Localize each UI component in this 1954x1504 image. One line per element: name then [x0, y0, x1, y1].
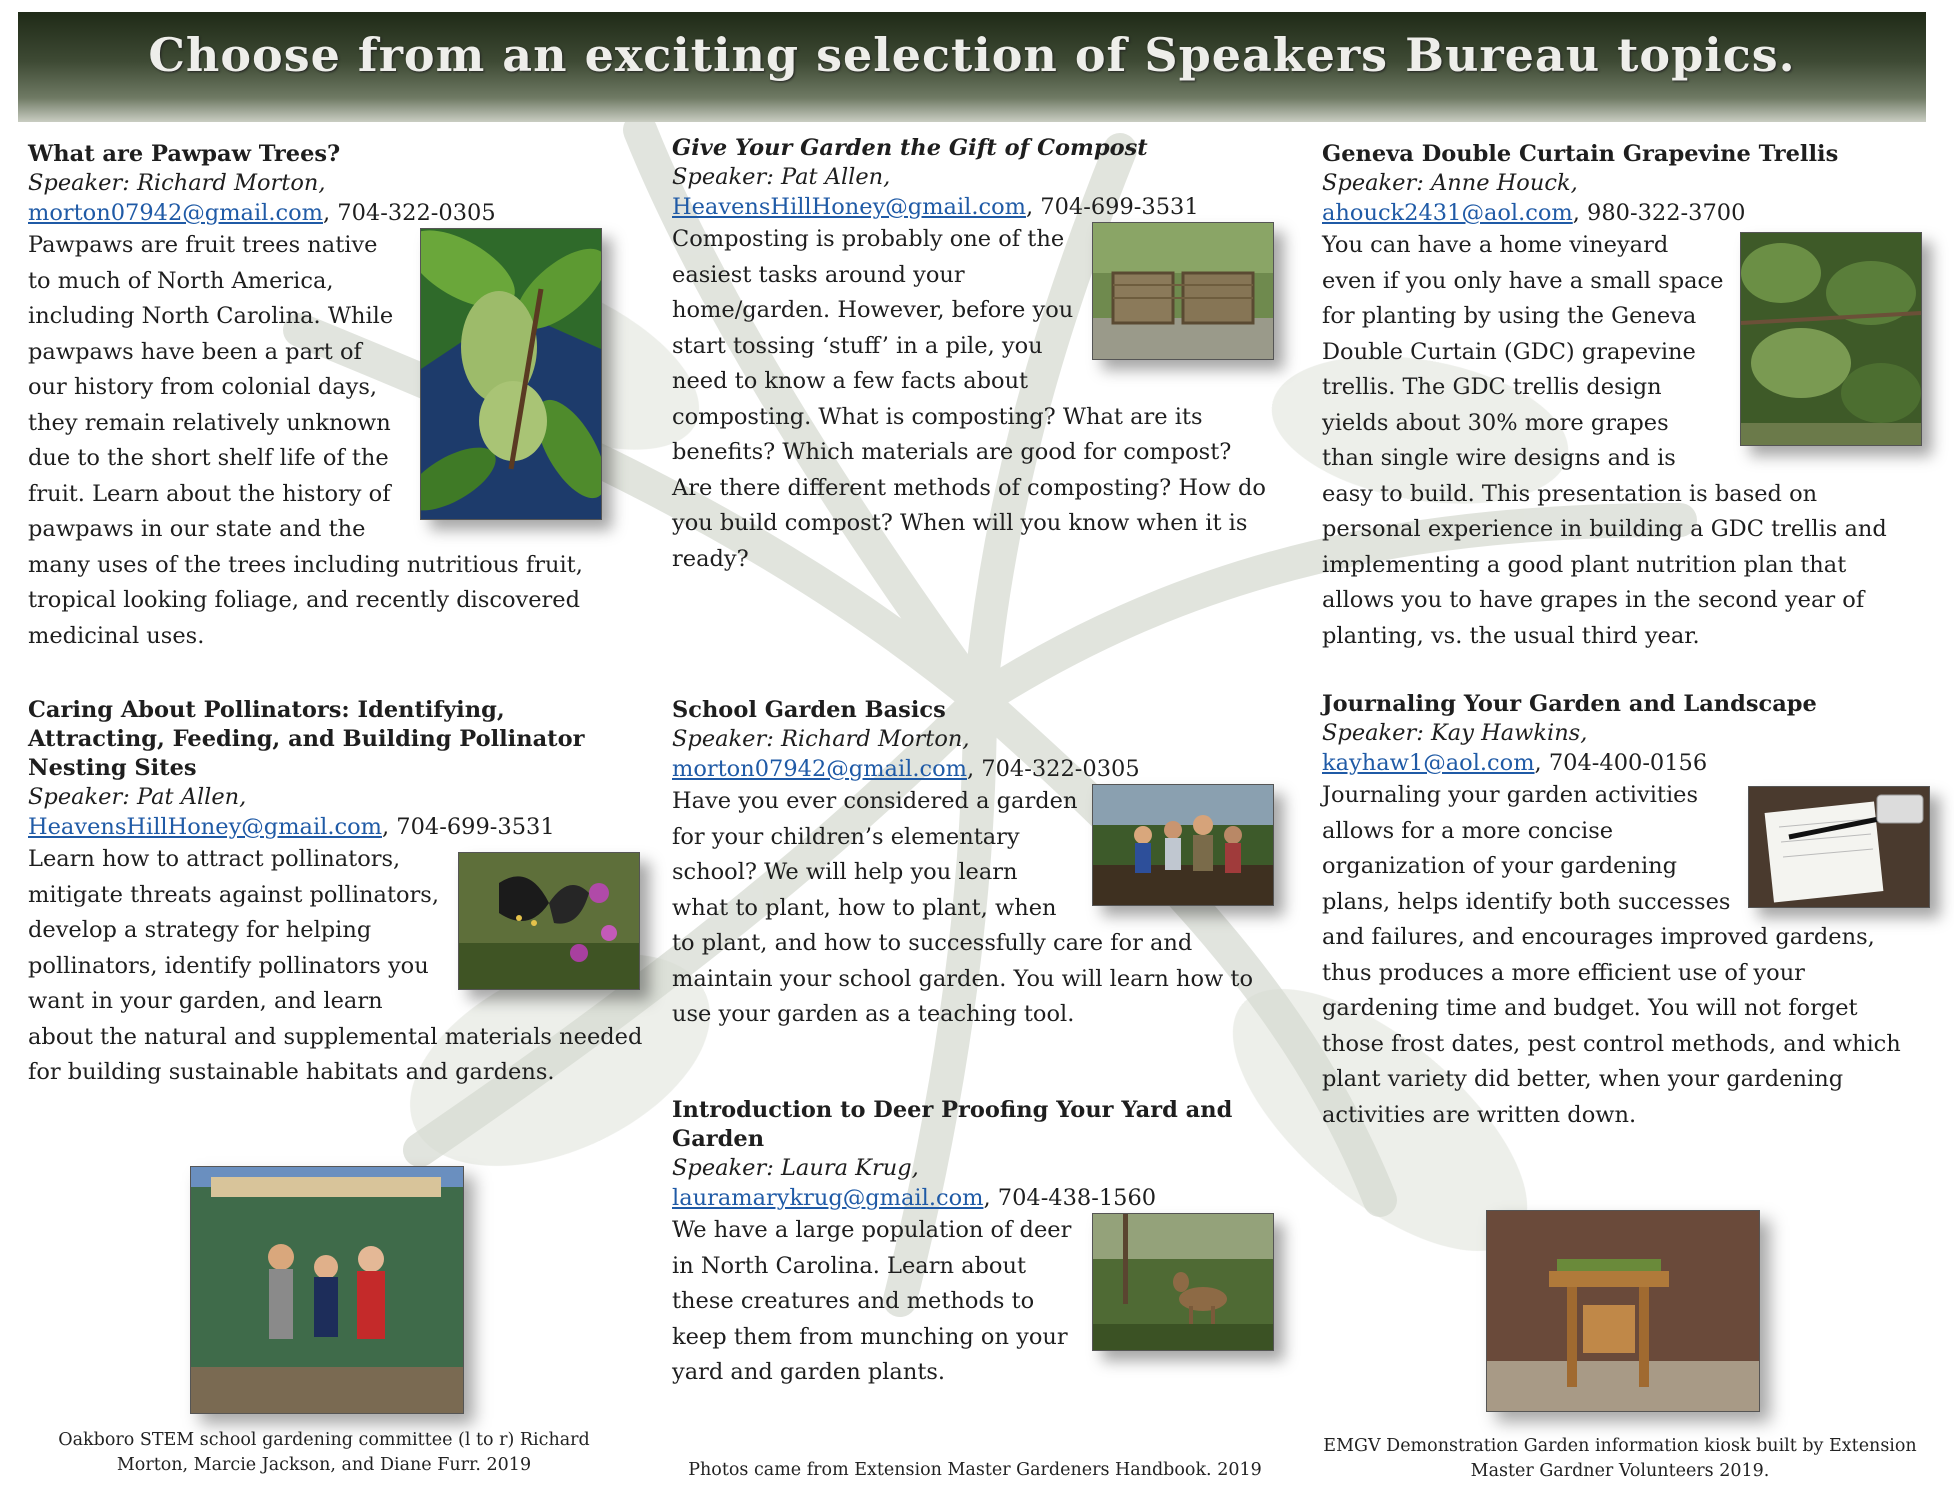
topic-grapevine: [1322, 140, 1922, 654]
speaker-name: Speaker: Kay Hawkins,: [1322, 720, 1588, 746]
school-garden-photo: [1092, 784, 1274, 906]
email-link[interactable]: kayhaw1@aol.com: [1322, 750, 1535, 776]
committee-photo: [190, 1166, 464, 1414]
topic-compost: [672, 134, 1272, 577]
contact-line: [1322, 748, 1922, 778]
topic-title: School Garden Basics: [672, 697, 946, 723]
email-link[interactable]: HeavensHillHoney@gmail.com: [28, 814, 382, 840]
speaker-name: Speaker: Richard Morton,: [28, 170, 326, 196]
email-link[interactable]: morton07942@gmail.com: [672, 756, 967, 782]
topic-description: We have a large population of deer in North Carolina. Learn about these creatures and methods to keep them from munching on your yard and garden plants.: [672, 1217, 1072, 1385]
title-banner: [18, 12, 1926, 122]
topic-description: Journaling your garden activities allows for a more concise organization of your gardening plans, helps identify both successes and failures, and encourages improved gardens, thus produces a more efficient use of your gardening time and budget. You will not forget those frost dates, pest control methods, and which plant variety did better, when your gardening activities are written down.: [1322, 782, 1901, 1128]
deer-photo: [1092, 1213, 1274, 1351]
phone-number: , 704-322-0305: [322, 200, 496, 226]
notebook-pen-photo: [1748, 786, 1930, 908]
phone-number: , 704-322-0305: [966, 756, 1140, 782]
phone-number: , 704-400-0156: [1534, 750, 1708, 776]
speaker-name: Speaker: Richard Morton,: [672, 726, 970, 752]
page-title: Choose from an exciting selection of Speakers Bureau topics.: [148, 28, 1796, 82]
phone-number: , 704-699-3531: [1026, 194, 1199, 220]
topic-description: Pawpaws are fruit trees native to much of North America, including North Carolina. While pawpaws have been a part of our history from colonial days, they remain relatively unknown due to the short shelf life of the fruit. Learn about the history of pawpaws in our state and the many uses of the trees including nutritious fruit, tropical looking foliage, and recently discovered medicinal uses.: [28, 232, 583, 649]
speaker-name: Speaker: Pat Allen,: [672, 164, 891, 190]
kiosk-photo-caption: EMGV Demonstration Garden information kiosk built by Extension Master Gardner Volunteers 2019.: [1323, 1436, 1917, 1481]
topic-school: [672, 696, 1272, 1033]
topic-deer: [672, 1096, 1272, 1391]
speaker-name: Speaker: Pat Allen,: [28, 784, 247, 810]
grapevine-photo: [1740, 232, 1922, 446]
topic-title: What are Pawpaw Trees?: [28, 141, 341, 167]
topic-pollinators: [28, 696, 648, 1091]
contact-line: [28, 812, 648, 842]
contact-line: [1322, 198, 1922, 228]
compost-bins-photo: [1092, 222, 1274, 360]
topic-title: Journaling Your Garden and Landscape: [1322, 691, 1817, 717]
topic-description: Have you ever considered a garden for your children’s elementary school? We will help you learn what to plant, how to plant, when to plant, and how to successfully care for and maintain your school garden. You will learn how to use your garden as a teaching tool.: [672, 788, 1254, 1027]
contact-line: [672, 192, 1272, 222]
speaker-name: Speaker: Anne Houck,: [1322, 170, 1578, 196]
topic-title: Give Your Garden the Gift of Compost: [672, 135, 1148, 161]
kiosk-photo: [1486, 1210, 1760, 1412]
topic-description: Composting is probably one of the easiest tasks around your home/garden. However, before you start tossing ‘stuff’ in a pile, you need to know a few facts about composting. What is composting? What are its benefits? Which materials are good for compost? Are there different methods of composting? How do you build compost? When will you know when it is ready?: [672, 226, 1266, 572]
photo-credits: Photos came from Extension Master Gardeners Handbook. 2019: [688, 1460, 1262, 1480]
email-link[interactable]: ahouck2431@aol.com: [1322, 200, 1573, 226]
email-link[interactable]: HeavensHillHoney@gmail.com: [672, 194, 1026, 220]
email-link[interactable]: lauramarykrug@gmail.com: [672, 1185, 984, 1211]
topic-pawpaw: [28, 140, 628, 654]
topic-journal: [1322, 690, 1922, 1133]
speaker-name: Speaker: Laura Krug,: [672, 1155, 919, 1181]
contact-line: [28, 198, 628, 228]
phone-number: , 704-699-3531: [382, 814, 555, 840]
topic-description: You can have a home vineyard even if you only have a small space for planting by using the Geneva Double Curtain (GDC) grapevine trellis. The GDC trellis design yields about 30% more grapes than single wire designs and is easy to build. This presentation is based on personal experience in building a GDC trellis and implementing a good plant nutrition plan that allows you to have grapes in the second year of planting, vs. the usual third year.: [1322, 232, 1887, 649]
phone-number: , 704-438-1560: [983, 1185, 1157, 1211]
phone-number: , 980-322-3700: [1572, 200, 1746, 226]
topic-title: Introduction to Deer Proofing Your Yard and Garden: [672, 1097, 1233, 1152]
committee-photo-caption: Oakboro STEM school gardening committee (l to r) Richard Morton, Marcie Jackson, and Diane Furr. 2019: [58, 1430, 590, 1475]
topic-description: Learn how to attract pollinators, mitigate threats against pollinators, develop a strategy for helping pollinators, identify pollinators you want in your garden, and learn about the natural and supplemental materials needed for building sustainable habitats and gardens.: [28, 846, 643, 1085]
pawpaw-fruit-photo: [420, 228, 602, 520]
email-link[interactable]: morton07942@gmail.com: [28, 200, 323, 226]
butterfly-photo: [458, 852, 640, 990]
contact-line: [672, 754, 1272, 784]
contact-line: [672, 1183, 1272, 1213]
topic-title: Caring About Pollinators: Identifying, Attracting, Feeding, and Building Pollinator Nesting Sites: [28, 697, 585, 781]
topic-title: Geneva Double Curtain Grapevine Trellis: [1322, 141, 1839, 167]
